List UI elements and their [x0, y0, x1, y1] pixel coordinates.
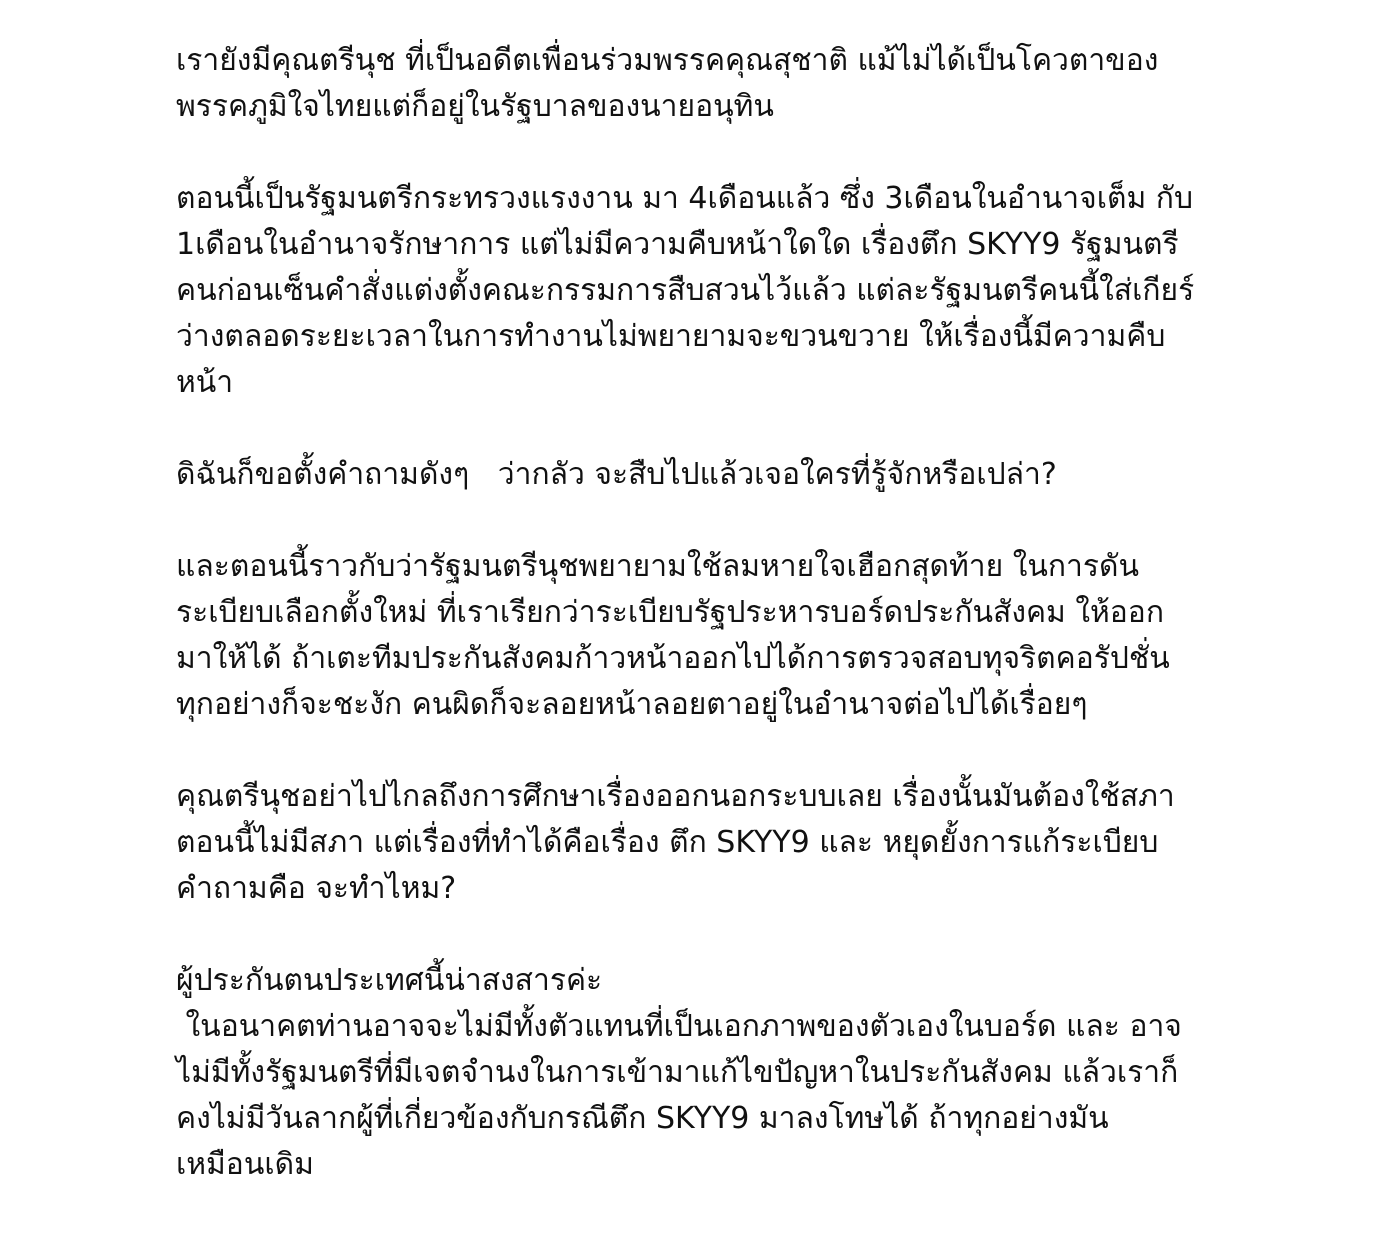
paragraph-5: [176, 774, 1286, 912]
text-line: คงไม่มีวันลากผู้ที่เกี่ยวข้องกับกรณีตึก SKYY9 มาลงโทษได้ ถ้าทุกอย่างมัน: [176, 1101, 1109, 1136]
text-line: มาให้ได้ ถ้าเตะทีมประกันสังคมก้าวหน้าออกไปได้การตรวจสอบทุจริตคอรัปชั่น: [176, 641, 1170, 676]
text-line: คำถามคือ จะทำไหม?: [176, 871, 457, 906]
text-line: เหมือนเดิม: [176, 1147, 314, 1182]
text-line: ไม่มีทั้งรัฐมนตรีที่มีเจตจำนงในการเข้ามาแก้ไขปัญหาในประกันสังคม แล้วเราก็: [176, 1055, 1179, 1090]
text-line: เรายังมีคุณตรีนุช ที่เป็นอดีตเพื่อนร่วมพรรคคุณสุชาติ แม้ไม่ได้เป็นโควตาของ: [176, 43, 1159, 78]
paragraph-3: [176, 452, 1286, 498]
text-line: ในอนาคตท่านอาจจะไม่มีทั้งตัวแทนที่เป็นเอกภาพของตัวเองในบอร์ด และ อาจ: [176, 1009, 1182, 1044]
text-line: ตอนนี้ไม่มีสภา แต่เรื่องที่ทำได้คือเรื่อง ตึก SKYY9 และ หยุดยั้งการแก้ระเบียบ: [176, 825, 1159, 860]
text-line: หน้า: [176, 365, 234, 400]
text-line: ทุกอย่างก็จะชะงัก คนผิดก็จะลอยหน้าลอยตาอยู่ในอำนาจต่อไปได้เรื่อยๆ: [176, 687, 1088, 722]
paragraph-1: [176, 38, 1286, 130]
text-line: ระเบียบเลือกตั้งใหม่ ที่เราเรียกว่าระเบียบรัฐประหารบอร์ดประกันสังคม ให้ออก: [176, 595, 1164, 630]
paragraph-2: [176, 176, 1286, 406]
text-line: ดิฉันก็ขอตั้งคำถามดังๆ ว่ากลัว จะสืบไปแล้วเจอใครที่รู้จักหรือเปล่า?: [176, 457, 1057, 492]
text-line: ว่างตลอดระยะเวลาในการทำงานไม่พยายามจะขวนขวาย ให้เรื่องนี้มีความคืบ: [176, 319, 1166, 354]
text-line: คุณตรีนุชอย่าไปไกลถึงการศึกษาเรื่องออกนอกระบบเลย เรื่องนั้นมันต้องใช้สภา: [176, 779, 1175, 814]
paragraph-6: [176, 958, 1286, 1188]
text-line: 1เดือนในอำนาจรักษาการ แต่ไม่มีความคืบหน้าใดใด เรื่องตึก SKYY9 รัฐมนตรี: [176, 227, 1179, 262]
paragraph-4: [176, 544, 1286, 728]
text-line: คนก่อนเซ็นคำสั่งแต่งตั้งคณะกรรมการสืบสวนไว้แล้ว แต่ละรัฐมนตรีคนนี้ใส่เกียร์: [176, 273, 1195, 308]
text-line: ผู้ประกันตนประเทศนี้น่าสงสารค่ะ: [176, 963, 603, 998]
text-line: ตอนนี้เป็นรัฐมนตรีกระทรวงแรงงาน มา 4เดือนแล้ว ซึ่ง 3เดือนในอำนาจเต็ม กับ: [176, 181, 1193, 216]
text-line: พรรคภูมิใจไทยแต่ก็อยู่ในรัฐบาลของนายอนุทิน: [176, 89, 774, 124]
text-line: และตอนนี้ราวกับว่ารัฐมนตรีนุชพยายามใช้ลมหายใจเฮือกสุดท้าย ในการดัน: [176, 549, 1140, 584]
document-body: [176, 38, 1286, 1188]
